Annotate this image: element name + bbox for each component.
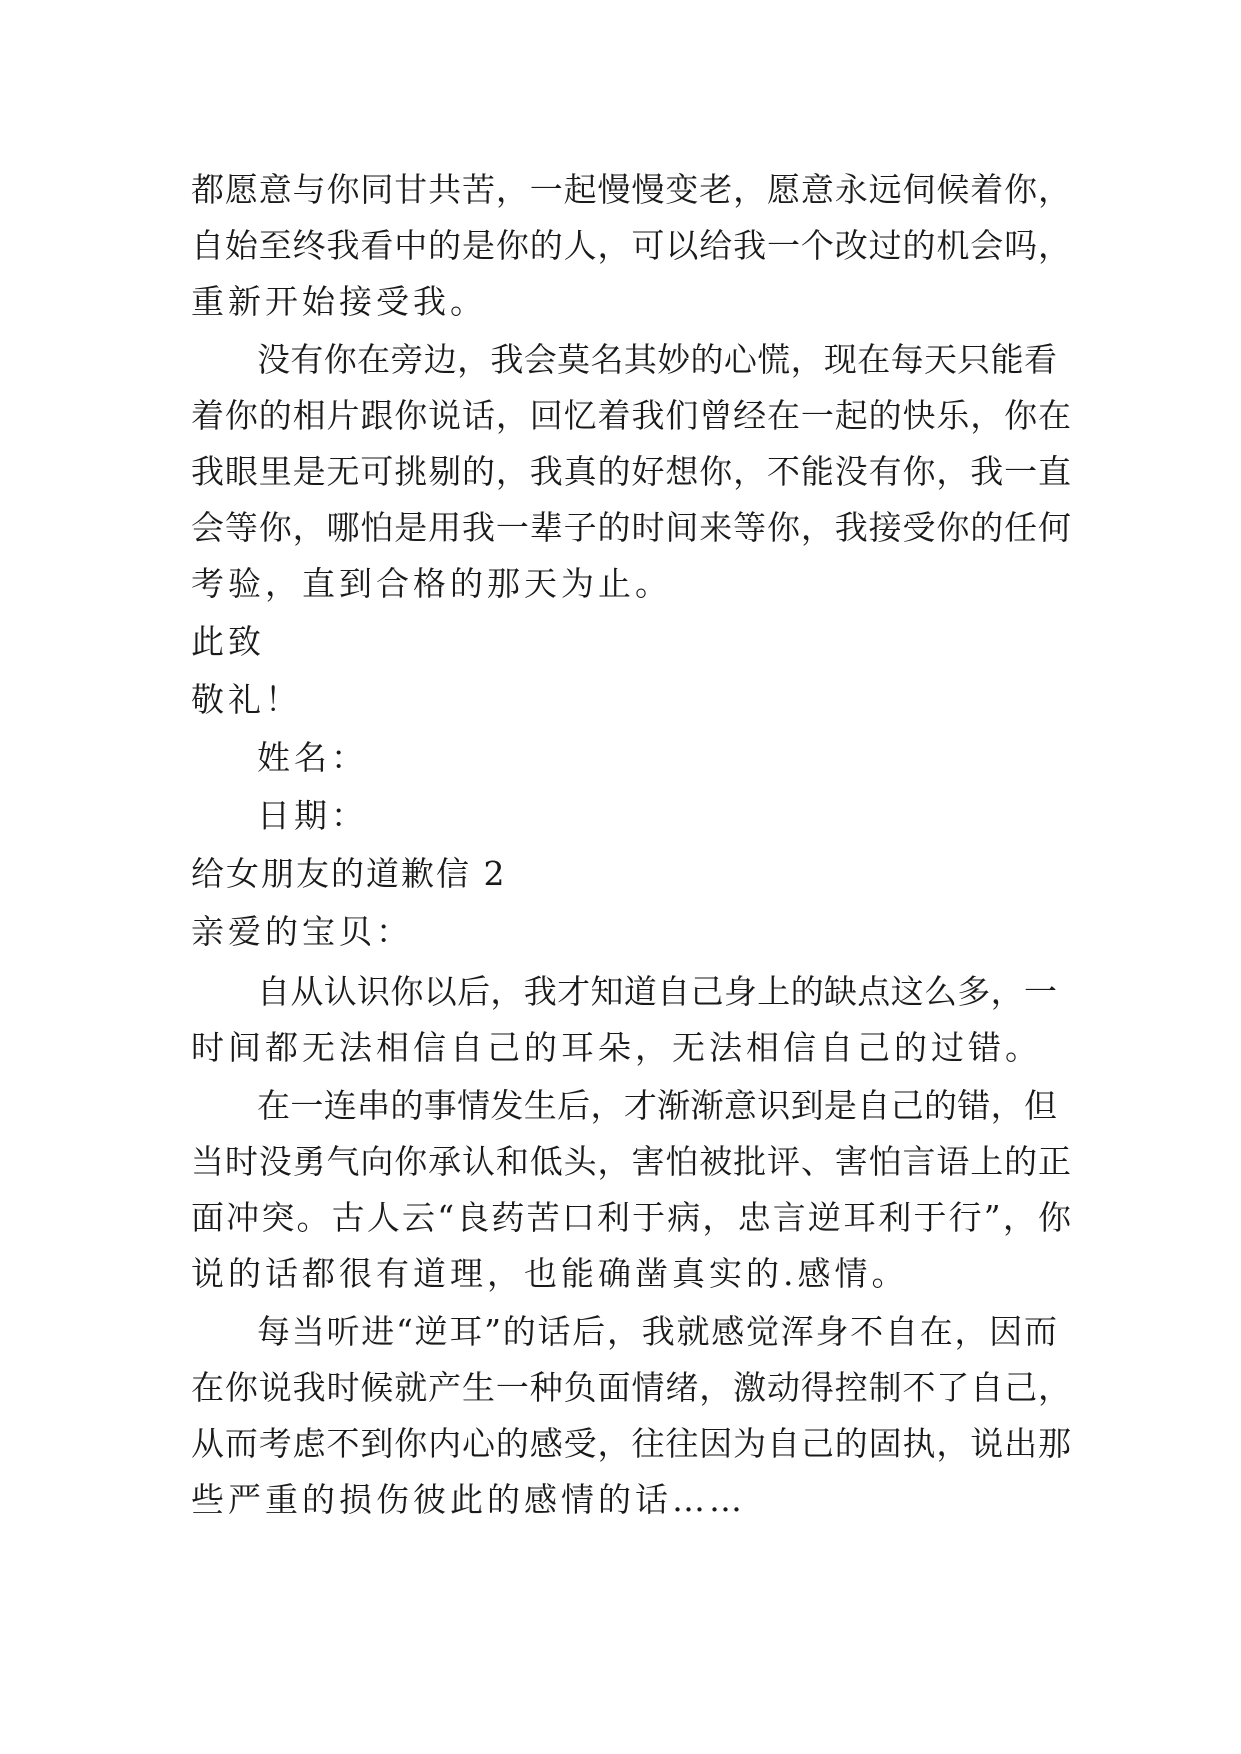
text-line: 都愿意与你同甘共苦，一起慢慢变老，愿意永远伺候着你， [191,170,1071,209]
text-line: 时间都无法相信自己的耳朵，无法相信自己的过错。 [191,1028,1042,1067]
text-line: 在一连串的事情发生后，才渐渐意识到是自己的错，但 [257,1086,1057,1125]
text-line: 我眼里是无可挑剔的，我真的好想你，不能没有你，我一直 [191,452,1071,491]
text-line: 面冲突。古人云“良药苦口利于病，忠言逆耳利于行”，你 [191,1198,1071,1237]
text-line: 说的话都很有道理，也能确凿真实的.感情。 [191,1254,909,1293]
text-line: 着你的相片跟你说话，回忆着我们曾经在一起的快乐，你在 [191,396,1071,435]
text-line: 些严重的损伤彼此的感情的话…… [191,1480,746,1519]
signature-name-label: 姓名： [257,738,368,777]
closing-line: 敬礼！ [191,680,302,719]
text-line: 在你说我时候就产生一种负面情绪，激动得控制不了自己， [191,1368,1071,1407]
text-line: 重新开始接受我。 [191,282,487,321]
text-line: 自始至终我看中的是你的人，可以给我一个改过的机会吗， [191,226,1071,265]
text-line: 每当听进“逆耳”的话后，我就感觉浑身不自在，因而 [257,1312,1057,1351]
text-line: 会等你，哪怕是用我一辈子的时间来等你，我接受你的任何 [191,508,1071,547]
text-line: 从而考虑不到你内心的感受，往往因为自己的固执，说出那 [191,1424,1071,1463]
signature-date-label: 日期： [257,796,368,835]
text-line: 自从认识你以后，我才知道自己身上的缺点这么多，一 [257,972,1057,1011]
letter-salutation: 亲爱的宝贝： [191,912,413,951]
text-line: 当时没勇气向你承认和低头，害怕被批评、害怕言语上的正 [191,1142,1071,1181]
closing-line: 此致 [191,622,265,661]
letter-title: 给女朋友的道歉信 2 [191,854,507,893]
text-line: 考验，直到合格的那天为止。 [191,564,672,603]
text-line: 没有你在旁边，我会莫名其妙的心慌，现在每天只能看 [257,340,1057,379]
